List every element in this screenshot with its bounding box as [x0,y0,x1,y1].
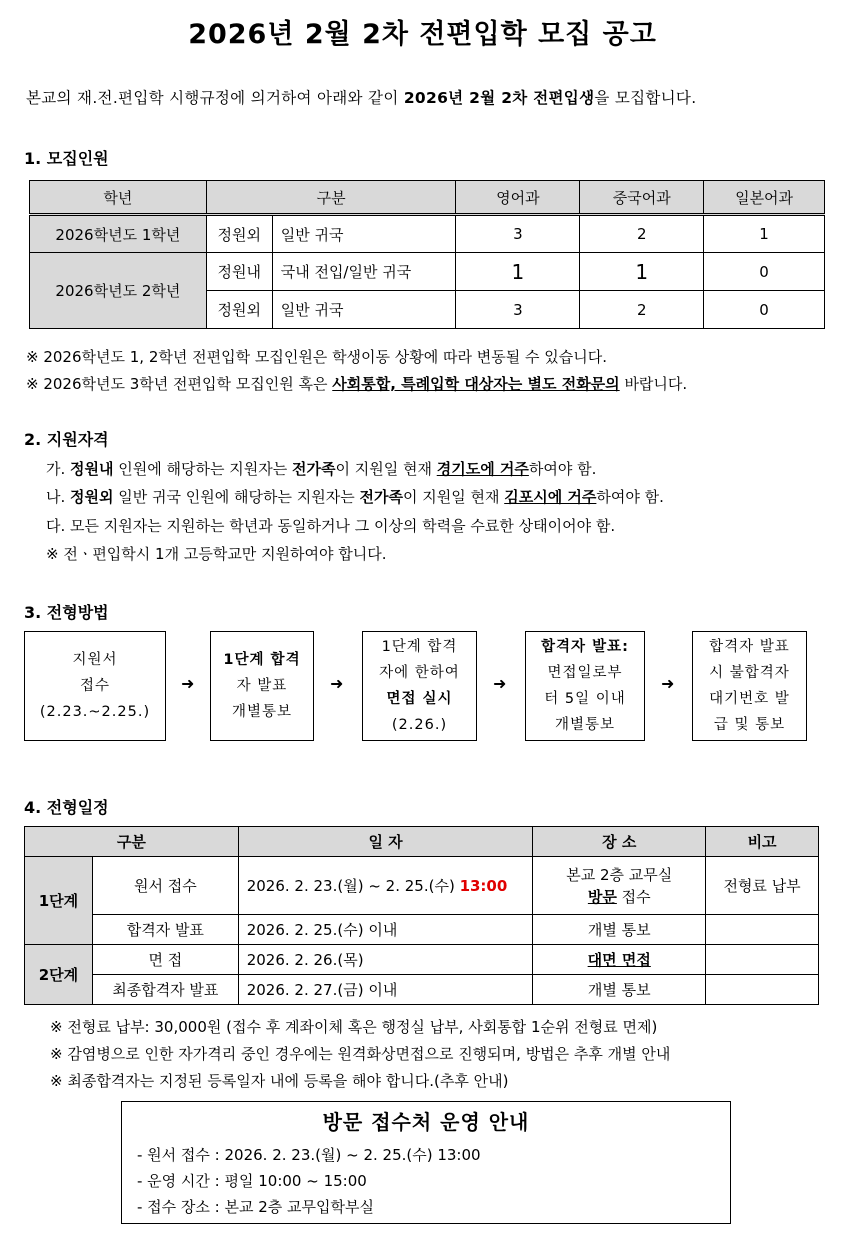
col-english: 영어과 [456,181,580,215]
date-cell: 2026. 2. 26.(목) [238,945,533,975]
note-cell [706,945,819,975]
step4-line: 터 5일 이내 [544,691,626,707]
b-mid: 일반 귀국 인원에 해당하는 지원자는 [113,488,360,506]
table-row [25,975,819,1005]
b-underlined: 김포시에 거주 [504,488,597,506]
col-date: 일 자 [238,827,533,857]
date-cell: 2026. 2. 25.(수) 이내 [238,915,533,945]
value-cell: 0 [704,253,825,291]
flow-step-2 [210,631,314,741]
arrow-icon: ➜ [330,674,344,693]
step3-line: 자에 한하여 [379,665,460,681]
note2-post: 바랍니다. [619,375,688,393]
b-mid-2: 이 지원일 현재 [402,488,505,506]
visit-info-title: 방문 접수처 운영 안내 [322,1110,530,1134]
eligibility-b [46,486,664,507]
item-cell: 원서 접수 [92,857,238,915]
schedule-note-register: ※ 최종합격자는 지정된 등록일자 내에 등록을 해야 합니다.(추후 안내) [50,1072,509,1090]
a-pre: 가. [46,460,71,478]
value-cell: 1 [704,215,825,253]
type-cell: 정원외 [206,215,272,253]
quota-header-row [30,181,825,215]
a-mid-2: 이 지원일 현재 [335,460,437,478]
col-chinese: 중국어과 [580,181,704,215]
grade-cell: 2026학년도 2학년 [30,253,207,329]
a-underlined: 경기도에 거주 [436,460,529,478]
schedule-note-remote: ※ 감염병으로 인한 자가격리 중인 경우에는 원격화상면접으로 진행되며, 방법은 추후 개별 안내 [50,1045,671,1063]
col-category: 구분 [25,827,239,857]
step5-line: 급 및 통보 [713,717,786,733]
note-cell [706,975,819,1005]
table-row [30,215,825,253]
deadline-time: 13:00 [459,877,508,895]
eligibility-note: ※ 전ㆍ편입학시 1개 고등학교만 지원하여야 합니다. [46,545,387,563]
step5-line: 시 불합격자 [709,665,790,681]
step3-line: 면접 실시 [386,691,453,707]
place-line: 본교 2층 교무실 [566,865,673,884]
value-cell: 3 [456,215,580,253]
page-title: 2026년 2월 2차 전편입학 모집 공고 [188,19,657,50]
place-line-rest: 접수 [616,887,651,906]
note2-underlined: 사회통합, 특례입학 대상자는 별도 전화문의 [332,375,620,393]
step4-line: 합격자 발표: [541,639,629,655]
stage-cell: 1단계 [25,857,93,945]
table-row [25,915,819,945]
section-heading-quota: 1. 모집인원 [24,149,109,168]
step1-line: (2.23.~2.25.) [39,704,151,720]
place-cell: 개별 통보 [533,915,706,945]
a-bold-2: 전가족 [291,460,336,478]
intro-pre: 본교의 재.전.편입학 시행규정에 의거하여 아래와 같이 [26,89,404,107]
flow-step-3 [362,631,477,741]
step2-line: 자 발표 [236,678,288,694]
arrow-icon: ➜ [181,674,195,693]
step3-line: 1단계 합격 [381,639,458,655]
visit-info-line: - 운영 시간 : 평일 10:00 ~ 15:00 [137,1172,367,1190]
step1-line: 접수 [79,678,110,694]
date-text: 2026. 2. 23.(월) ~ 2. 25.(수) [246,877,460,895]
detail-cell: 일반 귀국 [272,215,456,253]
b-post: 하여야 함. [596,488,664,506]
arrow-icon: ➜ [661,674,675,693]
visit-info-box [121,1101,731,1224]
quota-note-1: ※ 2026학년도 1, 2학년 전편입학 모집인원은 학생이동 상황에 따라 변동될 수 있습니다. [26,348,608,366]
step5-line: 합격자 발표 [709,639,790,655]
note-cell: 전형료 납부 [706,857,819,915]
value-cell: 0 [704,291,825,329]
visit-info-line: - 원서 접수 : 2026. 2. 23.(월) ~ 2. 25.(수) 13:00 [137,1146,481,1164]
place-cell: 개별 통보 [533,975,706,1005]
table-row [30,253,825,291]
col-type: 구분 [206,181,456,215]
date-cell: 2026. 2. 27.(금) 이내 [238,975,533,1005]
step4-line: 면접일로부 [547,665,623,681]
arrow-icon: ➜ [493,674,507,693]
section-heading-schedule: 4. 전형일정 [24,798,109,817]
detail-cell: 일반 귀국 [272,291,456,329]
flow-step-4 [525,631,645,741]
schedule-table [24,826,819,1005]
section-heading-method: 3. 전형방법 [24,603,109,622]
eligibility-c: 다. 모든 지원자는 지원하는 학년과 동일하거나 그 이상의 학력을 수료한 상태이어야 함. [46,517,616,535]
quota-note-2 [26,373,687,394]
date-cell [238,857,533,915]
value-cell: 3 [456,291,580,329]
b-bold-2: 전가족 [359,488,403,506]
step2-line: 개별통보 [231,704,293,720]
stage-cell: 2단계 [25,945,93,1005]
place-cell [533,857,706,915]
place-underlined: 방문 [587,887,617,906]
grade-cell: 2026학년도 1학년 [30,215,207,253]
step3-line: (2.26.) [391,717,448,733]
type-cell: 정원내 [206,253,272,291]
item-cell: 최종합격자 발표 [92,975,238,1005]
b-bold-1: 정원외 [70,488,114,506]
type-cell: 정원외 [206,291,272,329]
intro-post: 을 모집합니다. [594,89,697,107]
section-heading-eligibility: 2. 지원자격 [24,430,109,449]
schedule-header-row [25,827,819,857]
item-cell: 합격자 발표 [92,915,238,945]
flow-step-5 [692,631,807,741]
step2-line: 1단계 합격 [223,652,301,668]
col-japanese: 일본어과 [704,181,825,215]
intro-bold: 2026년 2월 2차 전편입생 [403,89,595,107]
col-note: 비고 [706,827,819,857]
eligibility-a [46,458,596,479]
step1-line: 지원서 [72,652,118,668]
table-row [25,857,819,915]
note2-pre: ※ 2026학년도 3학년 전편입학 모집인원 혹은 [26,375,333,393]
value-cell: 2 [580,215,704,253]
place-underlined: 대면 면접 [587,951,651,969]
a-post: 하여야 함. [528,460,597,478]
schedule-note-fee: ※ 전형료 납부: 30,000원 (접수 후 계좌이체 혹은 행정실 납부, 사회통합 1순위 전형료 면제) [50,1018,658,1036]
step4-line: 개별통보 [554,717,616,733]
item-cell: 면 접 [92,945,238,975]
intro-text [26,86,826,108]
quota-table [29,180,825,329]
visit-info-line: - 접수 장소 : 본교 2층 교무입학부실 [137,1198,374,1216]
a-bold-1: 정원내 [70,460,114,478]
note-cell [706,915,819,945]
col-grade: 학년 [30,181,207,215]
detail-cell: 국내 전입/일반 귀국 [272,253,456,291]
value-cell: 1 [456,253,580,291]
table-row [25,945,819,975]
flow-step-1 [24,631,166,741]
value-cell: 2 [580,291,704,329]
value-cell: 1 [580,253,704,291]
b-pre: 나. [46,488,71,506]
col-place: 장 소 [533,827,706,857]
step5-line: 대기번호 발 [709,691,790,707]
a-mid: 인원에 해당하는 지원자는 [113,460,292,478]
place-cell [533,945,706,975]
